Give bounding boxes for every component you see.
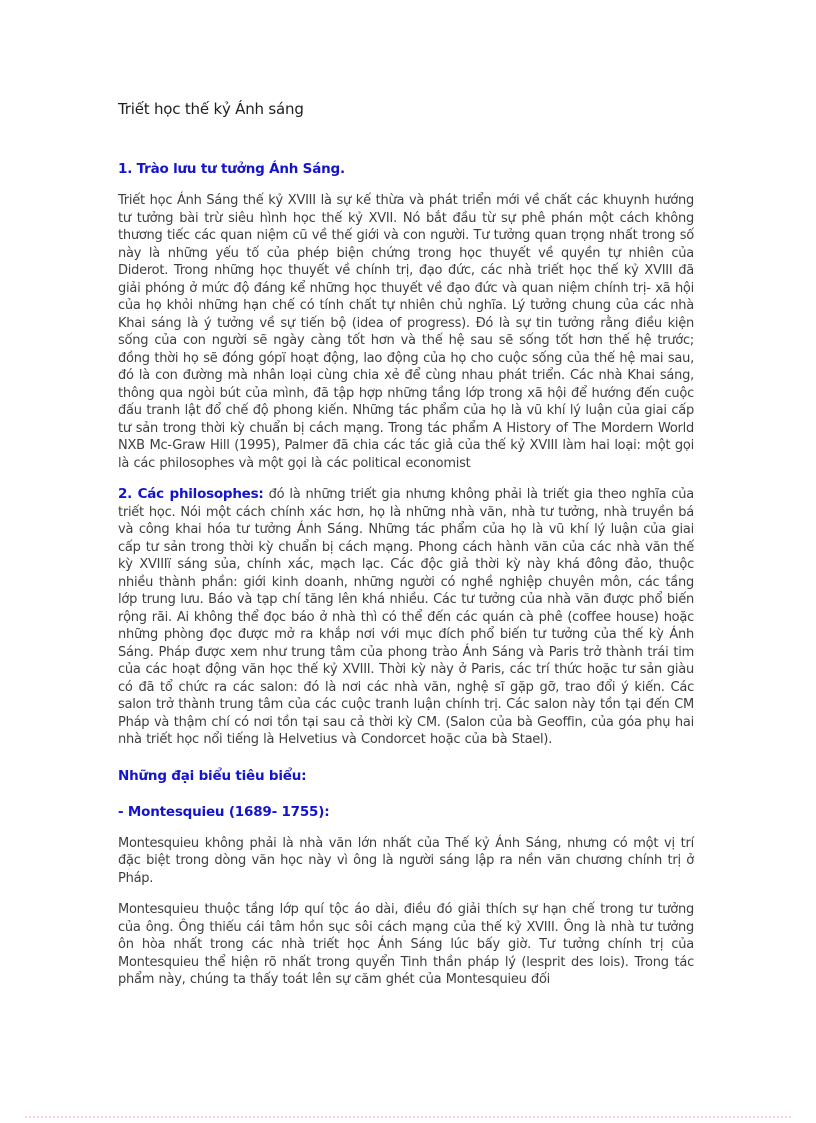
montesquieu-paragraph-1: Montesquieu không phải là nhà văn lớn nhất của Thế kỷ Ánh Sáng, nhưng có một vị trí đặc biệt trong dòng văn học này vì ông là người sáng lập ra nền văn chương chính trị ở Pháp. <box>118 835 694 886</box>
section-1-paragraph: Triết học Ánh Sáng thế kỷ XVIII là sự kế thừa và phát triển mới về chất các khuynh hướng tư tưởng bài trừ siêu hình học thế kỷ XVII. Nó bắt đầu từ sự phê phán một cách không thương tiếc các quan niệm cũ về thế giới và con người. Tư tưởng quan trọng nhất trong số này là những yếu tố của phép biện chứng trong học thuyết về quyền tự nhiên của Diderot. Trong những học thuyết về chính trị, đạo đức, các nhà triết học thế kỷ XVIII đã giải phóng ở mức độ đáng kể những học thuyết về đạo đức và quan niệm chính trị- xã hội của họ khỏi những hạn chế có tính chất tự nhiên chủ nghĩa. Lý tưởng chung của các nhà Khai sáng là ý tưởng về sự tiến bộ (idea of progress). Đó là sự tin tưởng rằng điều kiện sống của con người sẽ ngày càng tốt hơn và thế hệ sau sẽ sống tốt hơn thế hệ trước; đồng thời họ sẽ đóng gópï hoạt động, lao động của họ cho cuộc sống của thế hệ mai sau, đó là con đường mà nhân loại cùng chia xẻ để cùng nhau phát triển. Các nhà Khai sáng, thông qua ngòi bút của mình, đã tập hợp những tầng lớp trong xã hội để hướng đến cuộc đấu tranh lật đổ chế độ phong kiến. Những tác phẩm của họ là vũ khí lý luận của giai cấp tư sản trong thời kỳ chuẩn bị cách mạng. Trong tác phẩm A History of The Mordern World NXB Mc-Graw Hill (1995), Palmer đã chia các tác giả của thế kỷ XVIII làm hai loại: một gọi là các philosophes và một gọi là các political economist <box>118 193 694 471</box>
section-1-heading: 1. Trào lưu tư tưởng Ánh Sáng. <box>118 161 345 177</box>
document-title: Triết học thế kỷ Ánh sáng <box>118 100 304 118</box>
page-bottom-dotted-divider <box>25 1116 791 1118</box>
montesquieu-heading: - Montesquieu (1689- 1755): <box>118 803 330 820</box>
representatives-heading: Những đại biểu tiêu biểu: <box>118 767 307 784</box>
section-2-paragraph <box>118 486 694 749</box>
section-2-heading-lead: 2. Các philosophes: <box>118 486 264 502</box>
montesquieu-paragraph-2: Montesquieu thuộc tầng lớp quí tộc áo dài, điều đó giải thích sự hạn chế trong tư tưởng của ông. Ông thiếu cái tâm hồn sục sôi cách mạng của thế kỷ XVIII. Ông là nhà tư tưởng ôn hòa nhất trong các nhà triết học Ánh Sáng lúc bấy giờ. Tư tưởng chính trị của Montesquieu thể hiện rõ nhất trong quyển Tinh thần pháp lý (lesprit des lois). Trong tác phẩm này, chúng ta thấy toát lên sự căm ghét của Montesquieu đối <box>118 902 694 987</box>
section-2-paragraph-text: đó là những triết gia nhưng không phải là triết gia theo nghĩa của triết học. Nói một cách chính xác hơn, họ là những nhà văn, nhà tư tưởng, nhà truyền bá và công khai hóa tư tưởng Ánh Sáng. Những tác phẩm của họ là vũ khí lý luận của giai cấp tư sản trong thời kỳ chuẩn bị cách mạng. Phong cách hành văn của các nhà văn thế kỳ XVIIIï sáng sủa, chính xác, mạch lạc. Các độc giả thời kỳ này khá đông đảo, thuộc nhiều thành phần: giới kinh doanh, những người có nghề nghiệp chuyên môn, các tầng lớp trung lưu. Báo và tạp chí tăng lên khá nhiều. Các tư tưởng của nhà văn được phổ biến rộng rãi. Ai không thể đọc báo ở nhà thì có thể đến các quán cà phê (coffee house) hoặc những phòng đọc được mở ra khắp nơi với mục đích phổ biến tư tưởng của thế kỳ Ánh Sáng. Pháp được xem như trung tâm của phong trào Ánh Sáng và Paris trở thành trái tim của các hoạt động văn học thế kỷ XVIII. Thời kỳ này ở Paris, các trí thức hoặc tư sản giàu có đã tổ chức ra các salon: đó là nơi các nhà văn, nghệ sĩ gặp gỡ, trao đổi ý kiến. Các salon trở thành trung tâm của các cuộc tranh luận chính trị. Các salon này tồn tại đến CM Pháp và thậm chí có nơi tồn tại sau cả thời kỳ CM. (Salon của bà Geoffin, của góa phụ hai nhà triết học nổi tiếng là Helvetius và Condorcet hoặc của bà Stael). <box>118 487 694 747</box>
document-content <box>118 0 694 1002</box>
